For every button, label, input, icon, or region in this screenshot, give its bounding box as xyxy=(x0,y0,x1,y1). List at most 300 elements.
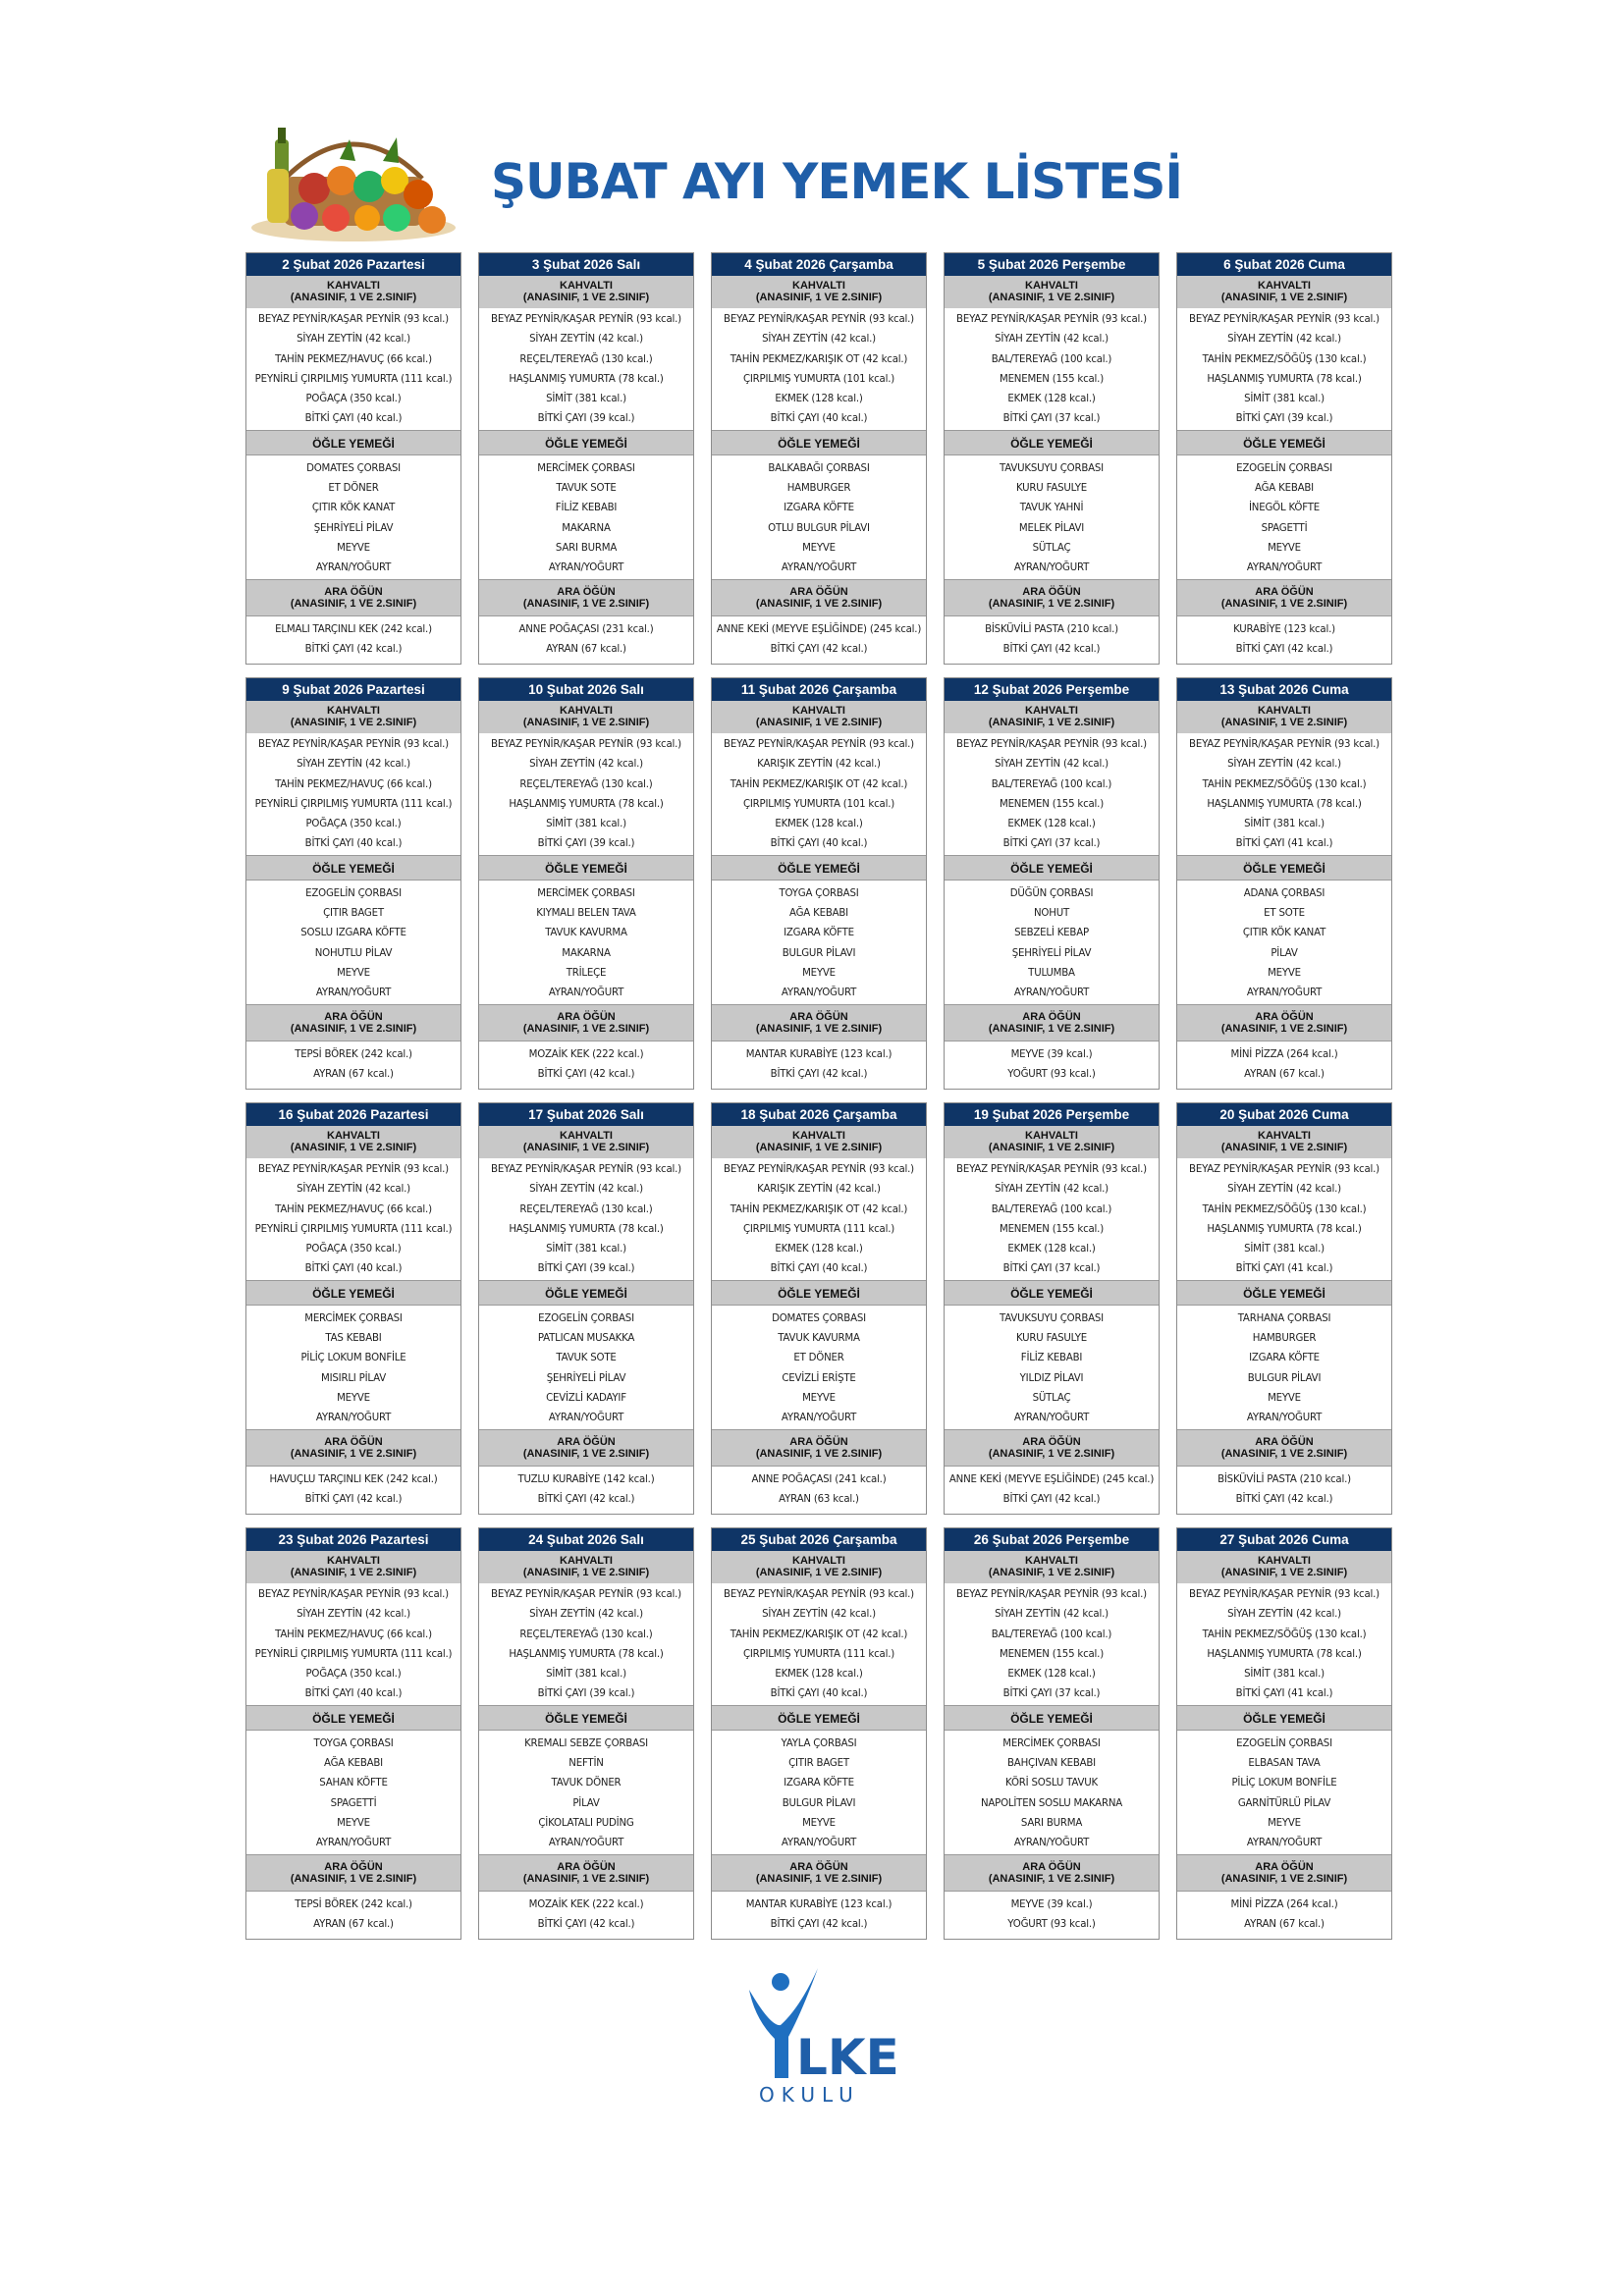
snack-section-title xyxy=(945,1004,1159,1041)
snack-section-title xyxy=(246,1429,460,1467)
lunch-item: AYRAN/YOĞURT xyxy=(548,1838,624,1849)
lunch-item: KURU FASULYE xyxy=(1015,483,1088,495)
lunch-item: AYRAN/YOĞURT xyxy=(315,562,392,574)
lunch-section-title: ÖĞLE YEMEĞİ xyxy=(945,1705,1159,1731)
lunch-item: BULGUR PİLAVI xyxy=(1247,1372,1322,1384)
snack-list xyxy=(712,1892,926,1936)
lunch-item: MEYVE xyxy=(802,1817,836,1829)
lunch-list xyxy=(1177,1306,1391,1429)
snack-section-title xyxy=(246,1004,460,1041)
breakfast-item: MENEMEN (155 kcal.) xyxy=(999,1223,1104,1235)
lunch-item: IZGARA KÖFTE xyxy=(784,928,854,939)
breakfast-item: POĞAÇA (350 kcal.) xyxy=(305,1669,402,1681)
breakfast-item: EKMEK (128 kcal.) xyxy=(775,394,863,405)
snack-title-line: ARA ÖĞÜN xyxy=(557,1010,616,1023)
lunch-section-title: ÖĞLE YEMEĞİ xyxy=(712,430,926,455)
day-date-header: 27 Şubat 2026 Cuma xyxy=(1177,1528,1391,1551)
snack-section-title xyxy=(712,579,926,616)
lunch-item: ADANA ÇORBASI xyxy=(1243,887,1325,899)
breakfast-item: BAL/TEREYAĞ (100 kcal.) xyxy=(991,1203,1112,1215)
day-date-header: 20 Şubat 2026 Cuma xyxy=(1177,1103,1391,1126)
breakfast-item: SİYAH ZEYTİN (42 kcal.) xyxy=(297,334,410,346)
lunch-item: AYRAN/YOĞURT xyxy=(1246,1838,1323,1849)
snack-item: MİNİ PİZZA (264 kcal.) xyxy=(1230,1898,1338,1910)
breakfast-title-subline: (ANASINIF, 1 VE 2.SINIF) xyxy=(988,1567,1115,1578)
snack-section-title xyxy=(1177,579,1391,616)
breakfast-title-subline: (ANASINIF, 1 VE 2.SINIF) xyxy=(755,1142,883,1153)
snack-section-title xyxy=(1177,1854,1391,1892)
lunch-section-title: ÖĞLE YEMEĞİ xyxy=(712,1705,926,1731)
breakfast-item: BEYAZ PEYNİR/KAŞAR PEYNİR (93 kcal.) xyxy=(258,1589,449,1600)
lunch-item: PATLICAN MUSAKKA xyxy=(537,1333,635,1345)
day-date-header: 26 Şubat 2026 Perşembe xyxy=(945,1528,1159,1551)
snack-title-line: ARA ÖĞÜN xyxy=(324,1435,383,1448)
lunch-section-title: ÖĞLE YEMEĞİ xyxy=(1177,1280,1391,1306)
breakfast-item: BİTKİ ÇAYI (40 kcal.) xyxy=(304,838,403,850)
snack-section-title xyxy=(479,1854,693,1892)
breakfast-title-subline: (ANASINIF, 1 VE 2.SINIF) xyxy=(522,1142,650,1153)
breakfast-list xyxy=(246,1583,460,1705)
snack-title-subline: (ANASINIF, 1 VE 2.SINIF) xyxy=(522,1447,650,1460)
day-card xyxy=(1176,1102,1392,1515)
snack-item: AYRAN (67 kcal.) xyxy=(313,1068,394,1080)
lunch-item: TAVUK DÖNER xyxy=(551,1778,622,1789)
breakfast-item: BAL/TEREYAĞ (100 kcal.) xyxy=(991,1629,1112,1640)
snack-list xyxy=(1177,616,1391,661)
lunch-item: MELEK PİLAVI xyxy=(1018,522,1085,534)
day-date-header: 25 Şubat 2026 Çarşamba xyxy=(712,1528,926,1551)
breakfast-item: BEYAZ PEYNİR/KAŞAR PEYNİR (93 kcal.) xyxy=(956,314,1147,325)
lunch-item: KIYMALI BELEN TAVA xyxy=(536,908,636,920)
lunch-item: IZGARA KÖFTE xyxy=(1249,1353,1320,1364)
breakfast-title-line: KAHVALTI xyxy=(327,705,380,717)
snack-list xyxy=(246,1041,460,1086)
breakfast-item: PEYNİRLİ ÇIRPILMIŞ YUMURTA (111 kcal.) xyxy=(254,1223,453,1235)
snack-item: BİTKİ ÇAYI (42 kcal.) xyxy=(1002,643,1101,655)
lunch-list xyxy=(479,455,693,579)
breakfast-item: BİTKİ ÇAYI (37 kcal.) xyxy=(1002,1263,1101,1275)
breakfast-item: EKMEK (128 kcal.) xyxy=(775,1669,863,1681)
lunch-item: AYRAN/YOĞURT xyxy=(1246,1413,1323,1424)
breakfast-item: BİTKİ ÇAYI (40 kcal.) xyxy=(770,1688,868,1700)
lunch-list xyxy=(1177,881,1391,1004)
breakfast-item: BİTKİ ÇAYI (40 kcal.) xyxy=(304,1688,403,1700)
breakfast-title-line: KAHVALTI xyxy=(792,1130,845,1142)
snack-list xyxy=(479,1041,693,1086)
lunch-item: ET DÖNER xyxy=(328,483,379,495)
lunch-section-title: ÖĞLE YEMEĞİ xyxy=(1177,1705,1391,1731)
breakfast-item: SİYAH ZEYTİN (42 kcal.) xyxy=(297,1609,410,1621)
snack-section-title xyxy=(1177,1004,1391,1041)
breakfast-item: PEYNİRLİ ÇIRPILMIŞ YUMURTA (111 kcal.) xyxy=(254,798,453,810)
lunch-item: PİLİÇ LOKUM BONFİLE xyxy=(1231,1778,1337,1789)
lunch-item: AYRAN/YOĞURT xyxy=(781,562,857,574)
lunch-item: NOHUT xyxy=(1034,908,1069,920)
lunch-item: KURU FASULYE xyxy=(1015,1333,1088,1345)
lunch-item: SÜTLAÇ xyxy=(1032,1392,1071,1404)
snack-title-subline: (ANASINIF, 1 VE 2.SINIF) xyxy=(755,1872,883,1885)
breakfast-item: SİYAH ZEYTİN (42 kcal.) xyxy=(529,759,643,771)
breakfast-item: SİMİT (381 kcal.) xyxy=(546,1244,626,1255)
breakfast-title-line: KAHVALTI xyxy=(327,280,380,292)
breakfast-item: BİTKİ ÇAYI (37 kcal.) xyxy=(1002,838,1101,850)
breakfast-list xyxy=(712,1583,926,1705)
snack-item: ANNE KEKİ (MEYVE EŞLİĞİNDE) (245 kcal.) xyxy=(716,623,922,635)
day-date-header: 19 Şubat 2026 Perşembe xyxy=(945,1103,1159,1126)
breakfast-item: BİTKİ ÇAYI (39 kcal.) xyxy=(1235,413,1333,425)
breakfast-item: REÇEL/TEREYAĞ (130 kcal.) xyxy=(519,1203,653,1215)
breakfast-item: BEYAZ PEYNİR/KAŞAR PEYNİR (93 kcal.) xyxy=(956,1164,1147,1175)
lunch-item: EZOGELİN ÇORBASI xyxy=(1236,1737,1332,1749)
breakfast-item: BEYAZ PEYNİR/KAŞAR PEYNİR (93 kcal.) xyxy=(956,1589,1147,1600)
snack-title-line: ARA ÖĞÜN xyxy=(1255,1010,1314,1023)
snack-list xyxy=(945,1041,1159,1086)
breakfast-item: SİYAH ZEYTİN (42 kcal.) xyxy=(762,1609,876,1621)
breakfast-item: BİTKİ ÇAYI (40 kcal.) xyxy=(770,1263,868,1275)
snack-item: AYRAN (67 kcal.) xyxy=(1244,1068,1325,1080)
lunch-item: MEYVE xyxy=(802,1392,836,1404)
snack-item: MOZAİK KEK (222 kcal.) xyxy=(528,1048,644,1060)
lunch-item: AYRAN/YOĞURT xyxy=(781,1838,857,1849)
snack-title-subline: (ANASINIF, 1 VE 2.SINIF) xyxy=(290,1447,417,1460)
lunch-item: MEYVE xyxy=(1268,967,1301,979)
lunch-item: MAKARNA xyxy=(562,522,611,534)
snack-list xyxy=(1177,1467,1391,1511)
breakfast-item: REÇEL/TEREYAĞ (130 kcal.) xyxy=(519,353,653,365)
snack-title-line: ARA ÖĞÜN xyxy=(324,1860,383,1873)
day-card xyxy=(478,1102,694,1515)
snack-item: BİTKİ ÇAYI (42 kcal.) xyxy=(770,1918,868,1930)
snack-item: KURABİYE (123 kcal.) xyxy=(1233,623,1335,635)
lunch-item: MERCİMEK ÇORBASI xyxy=(537,887,635,899)
breakfast-title-line: KAHVALTI xyxy=(560,280,613,292)
snack-item: BİTKİ ÇAYI (42 kcal.) xyxy=(770,643,868,655)
day-date-header: 6 Şubat 2026 Cuma xyxy=(1177,253,1391,276)
breakfast-item: BİTKİ ÇAYI (40 kcal.) xyxy=(770,413,868,425)
snack-list xyxy=(246,1467,460,1511)
school-logo xyxy=(741,1968,899,2107)
lunch-item: ÇITIR BAGET xyxy=(323,908,384,920)
day-card xyxy=(245,677,461,1090)
lunch-item: AYRAN/YOĞURT xyxy=(1013,1413,1090,1424)
lunch-list xyxy=(479,881,693,1004)
lunch-item: ET DÖNER xyxy=(793,1353,844,1364)
lunch-item: NAPOLİTEN SOSLU MAKARNA xyxy=(980,1797,1123,1809)
snack-item: MANTAR KURABİYE (123 kcal.) xyxy=(745,1898,893,1910)
breakfast-list xyxy=(945,1583,1159,1705)
breakfast-title-line: KAHVALTI xyxy=(1258,280,1311,292)
day-card xyxy=(478,677,694,1090)
lunch-list xyxy=(712,455,926,579)
snack-title-line: ARA ÖĞÜN xyxy=(1255,1860,1314,1873)
day-card xyxy=(711,1527,927,1940)
lunch-item: DÜĞÜN ÇORBASI xyxy=(1009,887,1094,899)
lunch-item: AYRAN/YOĞURT xyxy=(315,1413,392,1424)
breakfast-list xyxy=(479,733,693,855)
breakfast-title-line: KAHVALTI xyxy=(560,1555,613,1567)
day-date-header: 12 Şubat 2026 Perşembe xyxy=(945,678,1159,701)
breakfast-item: BAL/TEREYAĞ (100 kcal.) xyxy=(991,778,1112,790)
snack-item: AYRAN (67 kcal.) xyxy=(1244,1918,1325,1930)
lunch-item: MEYVE xyxy=(802,967,836,979)
snack-item: BİTKİ ÇAYI (42 kcal.) xyxy=(537,1493,635,1505)
breakfast-item: HAŞLANMIŞ YUMURTA (78 kcal.) xyxy=(509,373,664,385)
snack-title-subline: (ANASINIF, 1 VE 2.SINIF) xyxy=(755,1447,883,1460)
lunch-item: GARNİTÜRLÜ PİLAV xyxy=(1237,1797,1331,1809)
breakfast-item: BİTKİ ÇAYI (41 kcal.) xyxy=(1235,1263,1333,1275)
day-date-header: 13 Şubat 2026 Cuma xyxy=(1177,678,1391,701)
breakfast-item: BEYAZ PEYNİR/KAŞAR PEYNİR (93 kcal.) xyxy=(1189,739,1380,750)
breakfast-item: TAHİN PEKMEZ/KARIŞIK OT (42 kcal.) xyxy=(730,778,908,790)
breakfast-item: BEYAZ PEYNİR/KAŞAR PEYNİR (93 kcal.) xyxy=(491,314,681,325)
lunch-item: TOYGA ÇORBASI xyxy=(779,887,859,899)
lunch-item: AYRAN/YOĞURT xyxy=(1246,562,1323,574)
lunch-list xyxy=(246,455,460,579)
snack-list xyxy=(479,616,693,661)
breakfast-list xyxy=(712,308,926,430)
snack-title-subline: (ANASINIF, 1 VE 2.SINIF) xyxy=(988,597,1115,610)
breakfast-item: KARIŞIK ZEYTİN (42 kcal.) xyxy=(757,759,881,771)
lunch-item: MEYVE xyxy=(802,542,836,554)
breakfast-title-line: KAHVALTI xyxy=(1025,1555,1078,1567)
lunch-item: YAYLA ÇORBASI xyxy=(781,1737,857,1749)
snack-item: BİTKİ ÇAYI (42 kcal.) xyxy=(1235,643,1333,655)
snack-title-subline: (ANASINIF, 1 VE 2.SINIF) xyxy=(988,1447,1115,1460)
lunch-item: SAHAN KÖFTE xyxy=(319,1778,388,1789)
breakfast-item: MENEMEN (155 kcal.) xyxy=(999,373,1104,385)
breakfast-item: BİTKİ ÇAYI (39 kcal.) xyxy=(537,413,635,425)
snack-section-title xyxy=(479,1429,693,1467)
breakfast-section-title xyxy=(712,701,926,733)
snack-section-title xyxy=(479,1004,693,1041)
lunch-item: SÜTLAÇ xyxy=(1032,542,1071,554)
breakfast-title-subline: (ANASINIF, 1 VE 2.SINIF) xyxy=(755,1567,883,1578)
breakfast-item: SİMİT (381 kcal.) xyxy=(546,1669,626,1681)
breakfast-section-title xyxy=(712,1126,926,1158)
lunch-item: TOYGA ÇORBASI xyxy=(313,1737,394,1749)
snack-list xyxy=(1177,1041,1391,1086)
day-card xyxy=(245,1527,461,1940)
breakfast-section-title xyxy=(1177,1126,1391,1158)
day-date-header: 17 Şubat 2026 Salı xyxy=(479,1103,693,1126)
breakfast-list xyxy=(945,733,1159,855)
breakfast-title-line: KAHVALTI xyxy=(1258,705,1311,717)
day-card xyxy=(944,252,1160,665)
snack-title-line: ARA ÖĞÜN xyxy=(557,1435,616,1448)
day-card xyxy=(711,1102,927,1515)
day-date-header: 23 Şubat 2026 Pazartesi xyxy=(246,1528,460,1551)
day-card xyxy=(478,252,694,665)
breakfast-title-line: KAHVALTI xyxy=(792,1555,845,1567)
breakfast-title-subline: (ANASINIF, 1 VE 2.SINIF) xyxy=(988,717,1115,728)
breakfast-item: BİTKİ ÇAYI (40 kcal.) xyxy=(304,413,403,425)
snack-list xyxy=(945,616,1159,661)
day-date-header: 9 Şubat 2026 Pazartesi xyxy=(246,678,460,701)
lunch-item: AYRAN/YOĞURT xyxy=(1013,1838,1090,1849)
day-card xyxy=(1176,677,1392,1090)
snack-item: BİTKİ ÇAYI (42 kcal.) xyxy=(537,1068,635,1080)
breakfast-item: SİYAH ZEYTİN (42 kcal.) xyxy=(995,1609,1109,1621)
breakfast-item: MENEMEN (155 kcal.) xyxy=(999,798,1104,810)
breakfast-item: TAHİN PEKMEZ/KARIŞIK OT (42 kcal.) xyxy=(730,1629,908,1640)
breakfast-item: BİTKİ ÇAYI (41 kcal.) xyxy=(1235,838,1333,850)
day-date-header: 18 Şubat 2026 Çarşamba xyxy=(712,1103,926,1126)
breakfast-section-title xyxy=(1177,276,1391,308)
breakfast-list xyxy=(712,733,926,855)
snack-title-line: ARA ÖĞÜN xyxy=(789,1860,848,1873)
snack-section-title xyxy=(945,579,1159,616)
breakfast-list xyxy=(479,1583,693,1705)
day-card xyxy=(944,677,1160,1090)
snack-item: TEPSİ BÖREK (242 kcal.) xyxy=(295,1898,412,1910)
breakfast-list xyxy=(712,1158,926,1280)
lunch-section-title: ÖĞLE YEMEĞİ xyxy=(1177,855,1391,881)
breakfast-title-subline: (ANASINIF, 1 VE 2.SINIF) xyxy=(522,717,650,728)
snack-item: BİTKİ ÇAYI (42 kcal.) xyxy=(537,1918,635,1930)
breakfast-title-subline: (ANASINIF, 1 VE 2.SINIF) xyxy=(1220,717,1348,728)
lunch-item: FİLİZ KEBABI xyxy=(555,503,618,514)
breakfast-list xyxy=(1177,733,1391,855)
snack-item: BİTKİ ÇAYI (42 kcal.) xyxy=(304,1493,403,1505)
breakfast-title-subline: (ANASINIF, 1 VE 2.SINIF) xyxy=(755,717,883,728)
snack-item: MEYVE (39 kcal.) xyxy=(1010,1048,1093,1060)
day-date-header: 2 Şubat 2026 Pazartesi xyxy=(246,253,460,276)
breakfast-item: TAHİN PEKMEZ/KARIŞIK OT (42 kcal.) xyxy=(730,353,908,365)
breakfast-item: EKMEK (128 kcal.) xyxy=(1007,394,1096,405)
snack-item: BİTKİ ÇAYI (42 kcal.) xyxy=(1235,1493,1333,1505)
lunch-list xyxy=(712,1731,926,1854)
snack-item: MOZAİK KEK (222 kcal.) xyxy=(528,1898,644,1910)
lunch-item: SARI BURMA xyxy=(1020,1817,1083,1829)
lunch-item: HAMBURGER xyxy=(1252,1333,1317,1345)
breakfast-item: SİYAH ZEYTİN (42 kcal.) xyxy=(529,1184,643,1196)
snack-section-title xyxy=(945,1854,1159,1892)
breakfast-item: SİMİT (381 kcal.) xyxy=(1244,1244,1325,1255)
lunch-item: TULUMBA xyxy=(1028,967,1075,979)
snack-title-line: ARA ÖĞÜN xyxy=(324,585,383,598)
lunch-item: TAVUK SOTE xyxy=(556,1353,617,1364)
snack-title-line: ARA ÖĞÜN xyxy=(789,585,848,598)
snack-list xyxy=(945,1892,1159,1936)
breakfast-item: BİTKİ ÇAYI (39 kcal.) xyxy=(537,1263,635,1275)
lunch-item: MEYVE xyxy=(337,542,370,554)
lunch-section-title: ÖĞLE YEMEĞİ xyxy=(479,855,693,881)
snack-title-subline: (ANASINIF, 1 VE 2.SINIF) xyxy=(290,597,417,610)
breakfast-title-subline: (ANASINIF, 1 VE 2.SINIF) xyxy=(1220,1567,1348,1578)
lunch-item: ÇITIR BAGET xyxy=(788,1758,849,1770)
breakfast-title-line: KAHVALTI xyxy=(327,1130,380,1142)
lunch-item: AYRAN/YOĞURT xyxy=(548,988,624,999)
lunch-item: IZGARA KÖFTE xyxy=(784,503,854,514)
logo-subtitle-text: OKULU xyxy=(759,2083,860,2107)
breakfast-section-title xyxy=(1177,1551,1391,1583)
breakfast-list xyxy=(246,733,460,855)
snack-title-subline: (ANASINIF, 1 VE 2.SINIF) xyxy=(755,597,883,610)
snack-item: TUZLU KURABİYE (142 kcal.) xyxy=(517,1473,655,1485)
breakfast-item: BİTKİ ÇAYI (40 kcal.) xyxy=(304,1263,403,1275)
lunch-item: AĞA KEBABI xyxy=(1255,483,1314,495)
breakfast-title-subline: (ANASINIF, 1 VE 2.SINIF) xyxy=(290,717,417,728)
lunch-list xyxy=(945,455,1159,579)
breakfast-title-line: KAHVALTI xyxy=(792,280,845,292)
snack-list xyxy=(712,1467,926,1511)
lunch-item: PİLİÇ LOKUM BONFİLE xyxy=(300,1353,406,1364)
breakfast-title-line: KAHVALTI xyxy=(792,705,845,717)
lunch-item: FİLİZ KEBABI xyxy=(1020,1353,1083,1364)
breakfast-item: TAHİN PEKMEZ/HAVUÇ (66 kcal.) xyxy=(275,1203,432,1215)
lunch-section-title: ÖĞLE YEMEĞİ xyxy=(945,855,1159,881)
lunch-item: EZOGELİN ÇORBASI xyxy=(305,887,402,899)
breakfast-item: TAHİN PEKMEZ/HAVUÇ (66 kcal.) xyxy=(275,1629,432,1640)
breakfast-section-title xyxy=(1177,701,1391,733)
breakfast-section-title xyxy=(945,1551,1159,1583)
snack-item: BİSKÜVİLİ PASTA (210 kcal.) xyxy=(985,623,1118,635)
snack-list xyxy=(246,1892,460,1936)
breakfast-list xyxy=(1177,308,1391,430)
snack-item: AYRAN (63 kcal.) xyxy=(779,1493,859,1505)
lunch-section-title: ÖĞLE YEMEĞİ xyxy=(712,1280,926,1306)
breakfast-section-title xyxy=(246,701,460,733)
breakfast-list xyxy=(1177,1583,1391,1705)
breakfast-item: BEYAZ PEYNİR/KAŞAR PEYNİR (93 kcal.) xyxy=(258,314,449,325)
breakfast-item: BEYAZ PEYNİR/KAŞAR PEYNİR (93 kcal.) xyxy=(724,314,914,325)
lunch-item: TAVUKSUYU ÇORBASI xyxy=(1000,1312,1104,1324)
lunch-item: NEFTİN xyxy=(568,1758,604,1770)
snack-section-title xyxy=(246,1854,460,1892)
breakfast-item: REÇEL/TEREYAĞ (130 kcal.) xyxy=(519,778,653,790)
lunch-item: IZGARA KÖFTE xyxy=(784,1778,854,1789)
lunch-item: AYRAN/YOĞURT xyxy=(1013,988,1090,999)
lunch-item: TAVUK KAVURMA xyxy=(545,928,627,939)
day-card xyxy=(1176,1527,1392,1940)
day-date-header: 24 Şubat 2026 Salı xyxy=(479,1528,693,1551)
lunch-item: SPAGETTİ xyxy=(1261,522,1308,534)
snack-title-line: ARA ÖĞÜN xyxy=(1022,1010,1081,1023)
snack-item: MANTAR KURABİYE (123 kcal.) xyxy=(745,1048,893,1060)
lunch-item: MEYVE xyxy=(337,1392,370,1404)
breakfast-item: BEYAZ PEYNİR/KAŞAR PEYNİR (93 kcal.) xyxy=(491,739,681,750)
breakfast-item: ÇIRPILMIŞ YUMURTA (101 kcal.) xyxy=(742,373,895,385)
lunch-list xyxy=(246,881,460,1004)
lunch-item: MEYVE xyxy=(1268,1392,1301,1404)
lunch-item: BALKABAĞI ÇORBASI xyxy=(768,462,870,474)
lunch-section-title: ÖĞLE YEMEĞİ xyxy=(479,1705,693,1731)
breakfast-title-line: KAHVALTI xyxy=(560,705,613,717)
lunch-item: MEYVE xyxy=(337,967,370,979)
snack-section-title xyxy=(712,1429,926,1467)
food-basket-image xyxy=(245,120,460,241)
snack-section-title xyxy=(945,1429,1159,1467)
lunch-item: YILDIZ PİLAVI xyxy=(1019,1372,1084,1384)
snack-list xyxy=(1177,1892,1391,1936)
snack-title-subline: (ANASINIF, 1 VE 2.SINIF) xyxy=(988,1022,1115,1035)
lunch-item: AYRAN/YOĞURT xyxy=(1013,562,1090,574)
lunch-list xyxy=(712,1306,926,1429)
snack-item: MİNİ PİZZA (264 kcal.) xyxy=(1230,1048,1338,1060)
breakfast-item: BEYAZ PEYNİR/KAŞAR PEYNİR (93 kcal.) xyxy=(1189,1164,1380,1175)
breakfast-title-subline: (ANASINIF, 1 VE 2.SINIF) xyxy=(1220,292,1348,303)
lunch-item: AĞA KEBABI xyxy=(789,908,848,920)
lunch-item: DOMATES ÇORBASI xyxy=(772,1312,866,1324)
breakfast-item: SİYAH ZEYTİN (42 kcal.) xyxy=(995,334,1109,346)
breakfast-item: SİYAH ZEYTİN (42 kcal.) xyxy=(1227,334,1341,346)
day-date-header: 16 Şubat 2026 Pazartesi xyxy=(246,1103,460,1126)
breakfast-title-subline: (ANASINIF, 1 VE 2.SINIF) xyxy=(290,1567,417,1578)
breakfast-item: EKMEK (128 kcal.) xyxy=(775,819,863,830)
lunch-item: MERCİMEK ÇORBASI xyxy=(537,462,635,474)
breakfast-item: SİYAH ZEYTİN (42 kcal.) xyxy=(529,334,643,346)
breakfast-title-subline: (ANASINIF, 1 VE 2.SINIF) xyxy=(522,292,650,303)
